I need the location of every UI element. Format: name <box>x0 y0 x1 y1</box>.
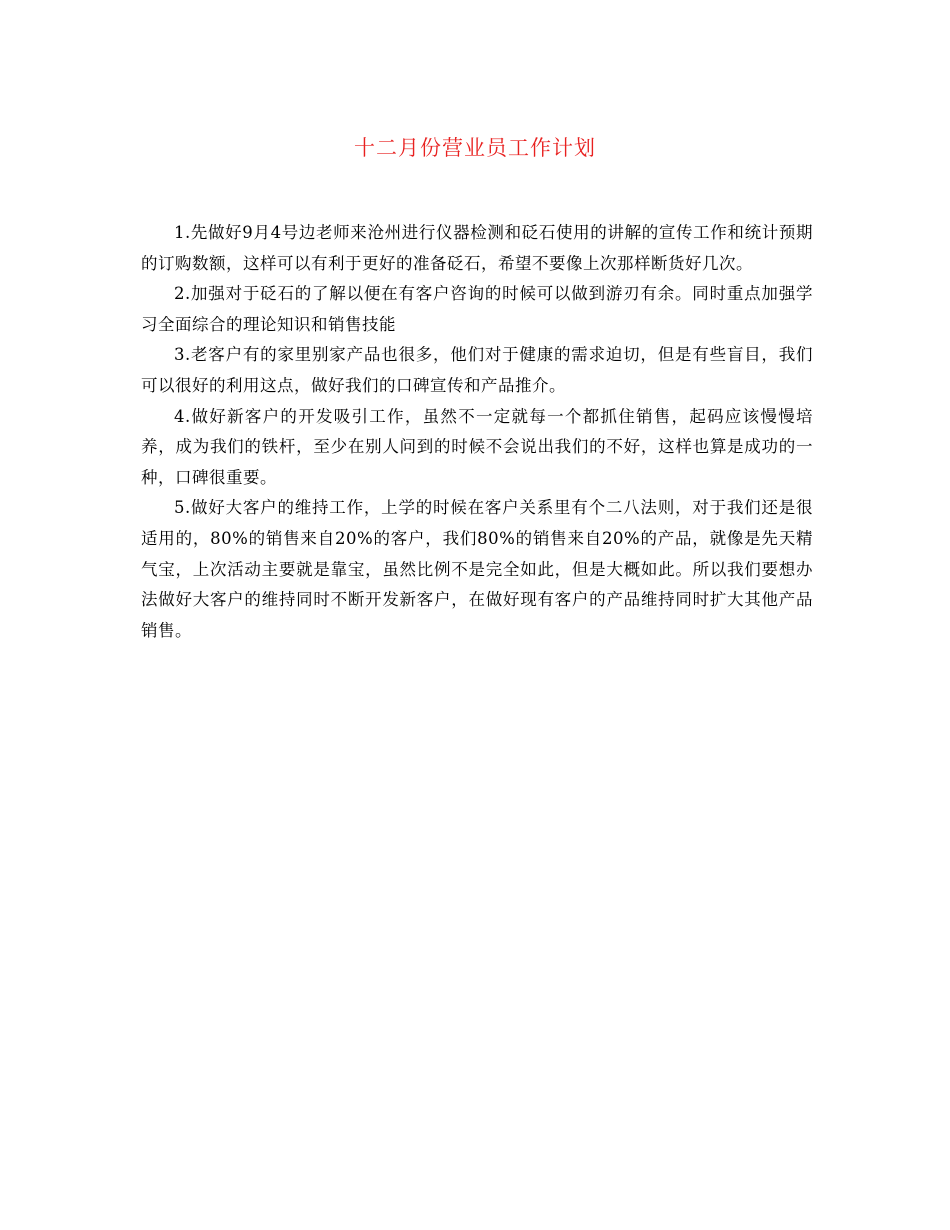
paragraph-2: 2.加强对于砭石的了解以便在有客户咨询的时候可以做到游刃有余。同时重点加强学习全面综合的理论知识和销售技能 <box>141 284 813 334</box>
paragraph-3: 3.老客户有的家里别家产品也很多，他们对于健康的需求迫切，但是有些盲目，我们可以很好的利用这点，做好我们的口碑宣传和产品推介。 <box>141 345 813 395</box>
paragraph-1: 1.先做好9月4号边老师来沧州进行仪器检测和砭石使用的讲解的宣传工作和统计预期的订购数额，这样可以有利于更好的准备砭石，希望不要像上次那样断货好几次。 <box>141 223 813 273</box>
paragraph-5: 5.做好大客户的维持工作，上学的时候在客户关系里有个二八法则，对于我们还是很适用的，80%的销售来自20%的客户，我们80%的销售来自20%的产品，就像是先天精气宝，上次活动主要就是靠宝，虽然比例不是完全如此，但是大概如此。所以我们要想办法做好大客户的维持同时不断开发新客户，在做好现有客户的产品维持同时扩大其他产品销售。 <box>141 498 813 640</box>
paragraph-4: 4.做好新客户的开发吸引工作，虽然不一定就每一个都抓住销售，起码应该慢慢培养，成为我们的铁杆，至少在别人问到的时候不会说出我们的不好，这样也算是成功的一种，口碑很重要。 <box>141 406 813 487</box>
document-title: 十二月份营业员工作计划 <box>354 136 596 160</box>
document-body <box>141 218 813 646</box>
